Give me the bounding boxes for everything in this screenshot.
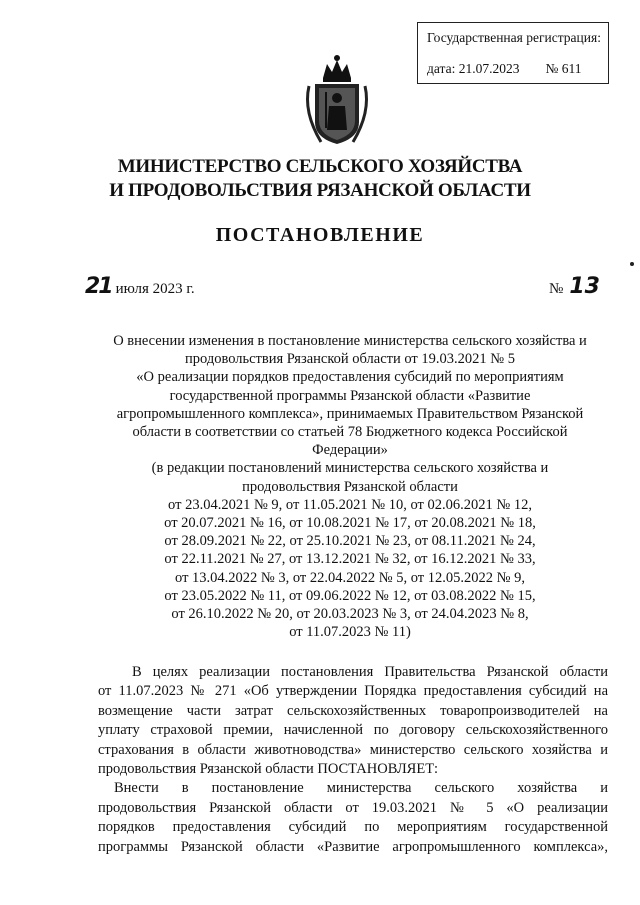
scan-dot — [630, 262, 634, 266]
body-line: страхования в области животноводства» министерство сельского хозяйства и — [98, 741, 608, 758]
registration-stamp — [417, 22, 609, 84]
coat-of-arms-emblem — [301, 52, 373, 148]
ministry-name — [0, 155, 640, 203]
title-line: от 13.04.2022 № 3, от 22.04.2022 № 5, от 12.05.2022 № 9, — [175, 569, 525, 586]
document-body — [98, 663, 608, 857]
body-line: уплату страховой премии, начисленной по договору сельскохозяйственного — [98, 722, 608, 739]
document-date — [85, 274, 195, 299]
body-line: продовольствия Рязанской области ПОСТАНОВЛЯЕТ: — [98, 761, 439, 778]
body-line: Внести в постановление министерства сельского хозяйства и — [114, 780, 608, 797]
document-number — [549, 274, 600, 299]
date-month-year: июля 2023 г. — [115, 281, 195, 297]
body-line: порядков предоставления субсидий по мероприятиям государственной — [98, 819, 608, 836]
body-line: продовольствия Рязанской области от 19.03.2021 № 5 «О реализации — [98, 799, 608, 816]
title-line: продовольствия Рязанской области от 19.03.2021 № 5 — [185, 351, 515, 368]
title-line: от 20.07.2021 № 16, от 10.08.2021 № 17, от 20.08.2021 № 18, — [164, 515, 536, 532]
title-line: от 26.10.2022 № 20, от 20.03.2023 № 3, от 24.04.2023 № 8, — [171, 606, 529, 623]
stamp-title: Государственная регистрация: — [427, 30, 601, 45]
title-line: «О реализации порядков предоставления субсидий по мероприятиям — [136, 369, 564, 386]
document-type: ПОСТАНОВЛЕНИЕ — [215, 224, 425, 246]
stamp-date: дата: 21.07.2023 — [427, 61, 520, 76]
title-line: от 23.05.2022 № 11, от 09.06.2022 № 12, от 03.08.2022 № 15, — [164, 587, 536, 604]
document-title — [80, 332, 620, 641]
title-line: от 28.09.2021 № 22, от 25.10.2021 № 23, от 08.11.2021 № 24, — [164, 533, 536, 550]
title-line: агропромышленного комплекса», принимаемых Правительством Рязанской — [116, 405, 584, 422]
title-line: (в редакции постановлений министерства сельского хозяйства и — [151, 460, 549, 477]
body-line: возмещение части затрат сельскохозяйственных товаропроизводителей на — [98, 702, 608, 719]
title-line: от 23.04.2021 № 9, от 11.05.2021 № 10, от 02.06.2021 № 12, — [168, 496, 532, 513]
title-line: продовольствия Рязанской области — [242, 478, 458, 495]
body-line: программы Рязанской области «Развитие агропромышленного комплекса», — [98, 838, 608, 855]
title-line: от 11.07.2023 № 11) — [289, 624, 411, 641]
number-prefix: № — [549, 281, 564, 297]
title-line: от 22.11.2021 № 27, от 13.12.2021 № 32, от 16.12.2021 № 33, — [164, 551, 536, 568]
title-line: Федерации» — [312, 442, 388, 459]
ministry-line-2: И ПРОДОВОЛЬСТВИЯ РЯЗАНСКОЙ ОБЛАСТИ — [109, 180, 531, 201]
title-line: области в соответствии со статьей 78 Бюджетного кодекса Российской — [132, 424, 568, 441]
body-line: В целях реализации постановления Правительства Рязанской области — [132, 664, 608, 680]
stamp-number: № 611 — [545, 61, 582, 76]
number-handwritten: 13 — [569, 274, 600, 299]
date-day-handwritten: 21 — [85, 274, 112, 299]
title-line: государственной программы Рязанской области «Развитие — [169, 387, 531, 404]
title-line: О внесении изменения в постановление министерства сельского хозяйства и — [113, 333, 587, 349]
ministry-line-1: МИНИСТЕРСТВО СЕЛЬСКОГО ХОЗЯЙСТВА — [117, 156, 523, 177]
body-line: от 11.07.2023 № 271 «Об утверждении Порядка предоставления субсидий на — [98, 683, 608, 700]
